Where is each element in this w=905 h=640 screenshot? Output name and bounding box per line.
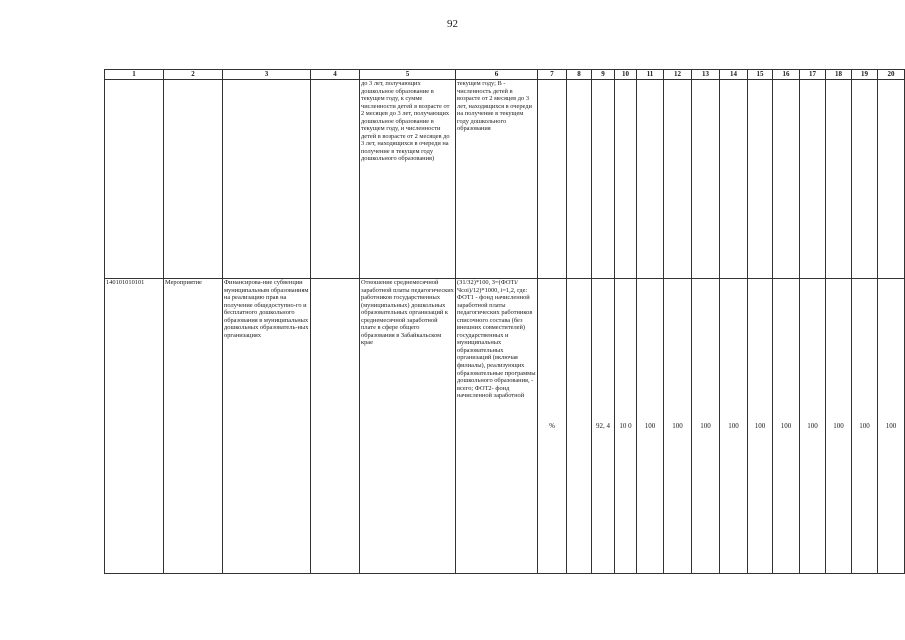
cell-col4 <box>311 80 360 279</box>
cell-indicator: до 3 лет, получающих дошкольное образование в текущем году, к сумме численности детей в возрасте от 2 месяцев до 3 лет, получающих дошкольное образование в текущем году, и численности детей в возрасте от 2 месяцев до 3 лет, находящихся в очереди на получение в текущем году дошкольного образования) <box>360 80 456 279</box>
cell-value <box>878 80 905 279</box>
column-header: 7 <box>538 70 567 80</box>
column-header: 9 <box>592 70 615 80</box>
cell-unit <box>538 80 567 279</box>
column-header: 10 <box>615 70 637 80</box>
column-header: 1 <box>105 70 164 80</box>
column-header: 3 <box>223 70 311 80</box>
cell-type: Мероприятие <box>164 279 223 574</box>
cell-value: 100 <box>826 279 852 574</box>
cell-code <box>105 80 164 279</box>
cell-value: 10 0 <box>615 279 637 574</box>
column-header: 20 <box>878 70 905 80</box>
cell-value: 100 <box>773 279 800 574</box>
cell-value <box>664 80 692 279</box>
cell-value <box>615 80 637 279</box>
cell-value <box>800 80 826 279</box>
cell-value: 100 <box>664 279 692 574</box>
page-number: 92 <box>447 18 458 30</box>
column-header: 5 <box>360 70 456 80</box>
cell-indicator: Отношение среднемесячной заработной платы педагогических работников государственных (муниципальных) дошкольных образовательных организаций к среднемесячной заработной плате в сфере общего образования в Забайкальском крае <box>360 279 456 574</box>
cell-formula: (З1/З2)*100, З=(ФОТi/Чсоi)/12)*1000, i=1,2, где: ФОТ1 - фонд начисленной заработной платы педагогических работников списочного состава (без внешних совместителей) государственных и муниципальных образовательных организаций (включая филиалы), реализующих образовательные программы дошкольного образования, - всего; ФОТ2- фонд начисленной заработной <box>456 279 538 574</box>
cell-value <box>748 80 773 279</box>
cell-value: 100 <box>692 279 720 574</box>
cell-value <box>692 80 720 279</box>
column-header: 19 <box>852 70 878 80</box>
cell-value: 100 <box>852 279 878 574</box>
cell-value: 100 <box>720 279 748 574</box>
column-header: 18 <box>826 70 852 80</box>
cell-unit: % <box>538 279 567 574</box>
table-row <box>105 80 905 279</box>
cell-value <box>773 80 800 279</box>
column-header: 8 <box>567 70 592 80</box>
cell-name: Финансирова-ние субвенции муниципальным образованиям на реализацию прав на получение общедоступно-го и бесплатного дошкольного образования в муниципальных дошкольных образователь-ных организациях <box>223 279 311 574</box>
cell-value: 100 <box>748 279 773 574</box>
cell-value: 92, 4 <box>592 279 615 574</box>
column-header: 6 <box>456 70 538 80</box>
column-header: 4 <box>311 70 360 80</box>
cell-formula: текущем году; В - численность детей в возрасте от 2 месяцев до 3 лет, находящихся в очереди на получение в текущем году дошкольного образования <box>456 80 538 279</box>
cell-value <box>720 80 748 279</box>
header-row <box>105 70 905 80</box>
column-header: 15 <box>748 70 773 80</box>
cell-value <box>592 80 615 279</box>
cell-value <box>567 279 592 574</box>
cell-value <box>637 80 664 279</box>
column-header: 12 <box>664 70 692 80</box>
cell-name <box>223 80 311 279</box>
indicators-table <box>104 69 905 574</box>
cell-value <box>567 80 592 279</box>
cell-type <box>164 80 223 279</box>
column-header: 16 <box>773 70 800 80</box>
column-header: 11 <box>637 70 664 80</box>
cell-value: 100 <box>637 279 664 574</box>
cell-code: 140101010101 <box>105 279 164 574</box>
column-header: 14 <box>720 70 748 80</box>
cell-value: 100 <box>878 279 905 574</box>
cell-value: 100 <box>800 279 826 574</box>
table-row <box>105 279 905 574</box>
cell-value <box>826 80 852 279</box>
cell-col4 <box>311 279 360 574</box>
column-header: 2 <box>164 70 223 80</box>
column-header: 13 <box>692 70 720 80</box>
cell-value <box>852 80 878 279</box>
column-header: 17 <box>800 70 826 80</box>
